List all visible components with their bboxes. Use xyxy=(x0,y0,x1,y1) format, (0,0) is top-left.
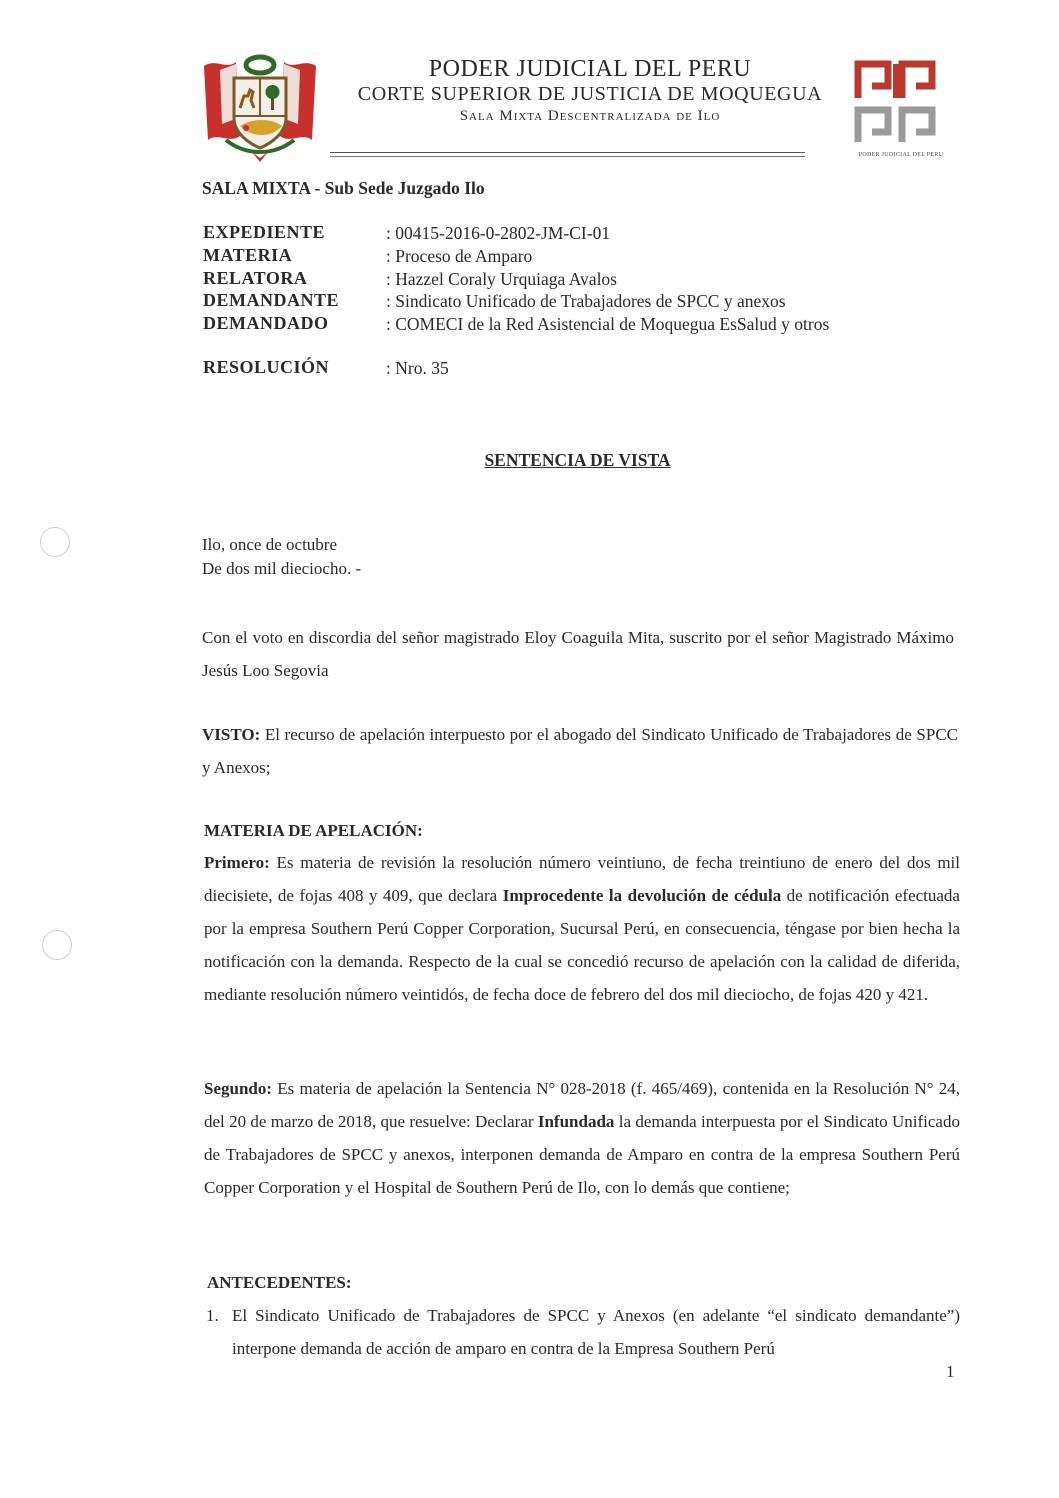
meta-label-relatora: RELATORA xyxy=(203,268,308,288)
segundo-paragraph xyxy=(204,1072,960,1204)
visto-text: El recurso de apelación interpuesto por el abogado del Sindicato Unificado de Trabajadores de SPCC y Anexos; xyxy=(202,725,958,777)
meta-value-relatora: : Hazzel Coraly Urquiaga Avalos xyxy=(386,269,617,289)
materia-apelacion-label: MATERIA DE APELACIÓN: xyxy=(204,821,423,840)
header-block xyxy=(320,56,860,126)
header-rule-top xyxy=(330,152,805,153)
visto-label: VISTO: xyxy=(202,725,261,744)
header-title: PODER JUDICIAL DEL PERU xyxy=(428,56,752,82)
peru-coat-of-arms-icon xyxy=(196,48,324,166)
date-line-2: De dos mil dieciocho. - xyxy=(202,559,362,578)
punch-hole-bottom xyxy=(42,930,72,960)
date-line-1: Ilo, once de octubre xyxy=(202,535,337,554)
meta-label-materia: MATERIA xyxy=(203,245,293,265)
item-1-number: 1. xyxy=(206,1306,219,1325)
meta-label-expediente: EXPEDIENTE xyxy=(203,222,326,242)
poder-judicial-logo-icon xyxy=(852,58,942,148)
meta-label-demandante: DEMANDANTE xyxy=(203,290,340,310)
meta-value-resolucion: : Nro. 35 xyxy=(386,358,449,378)
meta-value-expediente: : 00415-2016-0-2802-JM-CI-01 xyxy=(386,223,611,243)
antecedentes-heading: ANTECEDENTES: xyxy=(207,1273,352,1292)
segundo-label: Segundo: xyxy=(204,1079,273,1098)
primero-paragraph xyxy=(204,846,960,1011)
header-court: CORTE SUPERIOR DE JUSTICIA DE MOQUEGUA xyxy=(357,83,823,105)
meta-value-demandado: : COMECI de la Red Asistencial de Moquegua EsSalud y otros xyxy=(386,314,830,334)
header-rule-bottom xyxy=(330,156,805,157)
document-title: SENTENCIA DE VISTA xyxy=(484,450,671,470)
logo-caption: PODER JUDICIAL DEL PERU xyxy=(858,152,944,158)
segundo-text-a: Es materia de apelación la Sentencia N° 028-2018 (f. 465/469), contenida en la Resolución N° 24, del 20 de marzo de 2018, que resuelve: Declarar xyxy=(204,1079,960,1131)
meta-label-resolucion: RESOLUCIÓN xyxy=(203,357,330,377)
meta-label-demandado: DEMANDADO xyxy=(203,313,329,333)
item-1-text: El Sindicato Unificado de Trabajadores de SPCC y Anexos (en adelante “el sindicato demandante”) interpone demanda de acción de amparo en contra de la Empresa Southern Perú xyxy=(232,1306,960,1358)
materia-apelacion-heading xyxy=(204,814,423,847)
primero-label: Primero: xyxy=(204,853,270,872)
sala-heading: SALA MIXTA - Sub Sede Juzgado Ilo xyxy=(202,178,485,198)
primero-text-b: de notificación efectuada por la empresa Southern Perú Copper Corporation, Sucursal Perú, en consecuencia, téngase por bien hecha la notificación con la demanda. Respecto de la cual se concedió recurso de apelación con la calidad de diferida, mediante resolución número veintidós, de fecha doce de febrero del dos mil dieciocho, de fojas 420 y 421. xyxy=(204,886,960,1004)
visto-paragraph xyxy=(202,718,958,784)
punch-hole-top xyxy=(40,527,70,557)
primero-text-a: Es materia de revisión la resolución número veintiuno, de fecha treintiuno de enero del dos mil diecisiete, de fojas 408 y 409, que declara xyxy=(204,853,960,905)
header-sala: Sala Mixta Descentralizada de Ilo xyxy=(459,108,721,124)
voto-paragraph: Con el voto en discordia del señor magistrado Eloy Coaguila Mita, suscrito por el señor Magistrado Máximo Jesús Loo Segovia xyxy=(202,628,954,680)
primero-bold: Improcedente la devolución de cédula xyxy=(502,886,782,905)
segundo-text-b: la demanda interpuesta por el Sindicato Unificado de Trabajadores de SPCC y anexos, interponen demanda de Amparo en contra de la empresa Southern Perú Copper Corporation y el Hospital de Southern Perú de Ilo, con lo demás que contiene; xyxy=(204,1112,960,1197)
meta-value-demandante: : Sindicato Unificado de Trabajadores de SPCC y anexos xyxy=(386,291,786,311)
page-number: 1 xyxy=(946,1362,955,1381)
meta-value-materia: : Proceso de Amparo xyxy=(386,246,533,266)
segundo-bold: Infundada xyxy=(537,1112,615,1131)
